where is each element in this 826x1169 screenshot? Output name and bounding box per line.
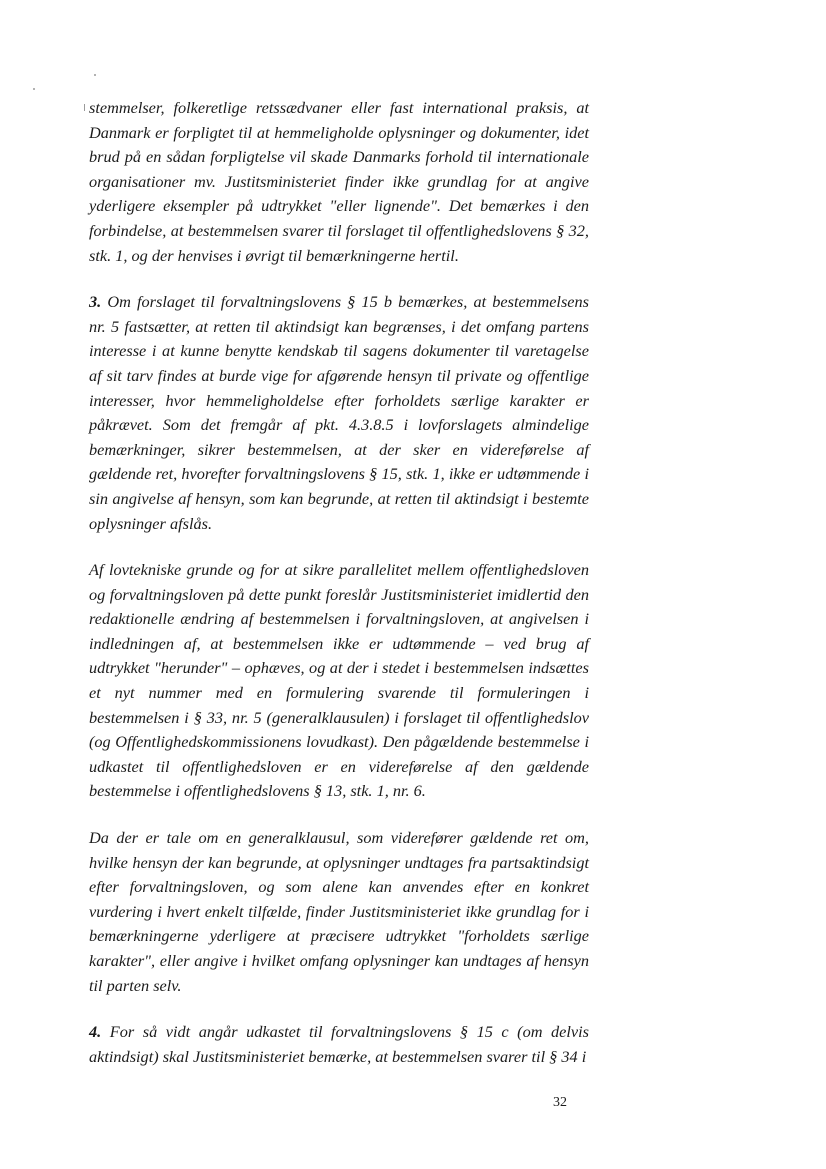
paragraph-section-3 [89,290,589,536]
scan-speck [84,104,85,111]
paragraph-section-4 [89,1020,589,1069]
paragraph-lovtekniske [89,558,589,804]
scan-speck [94,74,96,76]
paragraph-generalklausul [89,826,589,998]
paragraph-text: Af lovtekniske grunde og for at sikre parallelitet mellem offentlighedsloven og forvaltningsloven på dette punkt foreslår Justitsministeriet imidlertid den redaktionelle ændring af bestemmelsen i forvaltningsloven, at angivelsen i indledningen af, at bestemmelsen ikke er udtømmende – ved brug af udtrykket "herunder" – ophæves, og at der i stedet i bestemmelsen indsættes et nyt nummer med en formulering svarende til formuleringen i bestemmelsen i § 33, nr. 5 (generalklausulen) i forslaget til offentlighedslov (og Offentlighedskommissionens lovudkast). Den pågældende bestemmelse i udkastet til offentlighedsloven er en videreførelse af den gældende bestemmelse i offentlighedslovens § 13, stk. 1, nr. 6. [89,560,589,801]
paragraph-continuation [89,96,589,268]
paragraph-text: For så vidt angår udkastet til forvaltningslovens § 15 c (om delvis aktindsigt) skal Justitsministeriet bemærke, at bestemmelsen svarer til § 34 i [89,1022,589,1066]
paragraph-text: Da der er tale om en generalklausul, som viderefører gældende ret om, hvilke hensyn der kan begrunde, at oplysninger undtages fra partsaktindsigt efter forvaltningsloven, og som alene kan anvendes efter en konkret vurdering i hvert enkelt tilfælde, finder Justitsministeriet ikke grundlag for i bemærkningerne yderligere at præcisere udtrykket "forholdets særlige karakter", eller angive i hvilket omfang oplysninger kan undtages af hensyn til parten selv. [89,828,589,995]
section-number: 4. [89,1022,102,1042]
paragraph-text: Om forslaget til forvaltningslovens § 15 b bemærkes, at bestemmelsens nr. 5 fastsætter, at retten til aktindsigt kan begrænses, i det omfang partens interesse i at kunne benytte kendskab til sagens dokumenter til varetagelse af sit tarv findes at burde vige for afgørende hensyn til private og offentlige interesser, hvor hemmeligholdelse efter forholdets særlige karakter er påkrævet. Som det fremgår af pkt. 4.3.8.5 i lovforslagets almindelige bemærkninger, sikrer bestemmelsen, at der sker en videreførelse af gældende ret, hvorefter forvaltningslovens § 15, stk. 1, ikke er udtømmende i sin angivelse af hensyn, som kan begrunde, at retten til aktindsigt i bestemte oplysninger afslås. [89,292,589,533]
body-text [89,96,589,1069]
paragraph-text: stemmelser, folkeretlige retssædvaner eller fast international praksis, at Danmark er forpligtet til at hemmeligholde oplysninger og dokumenter, idet brud på en sådan forpligtelse vil skade Danmarks forhold til internationale organisationer mv. Justitsministeriet finder ikke grundlag for at angive yderligere eksempler på udtrykket "eller lignende". Det bemærkes i den forbindelse, at bestemmelsen svarer til forslaget til offentlighedslovens § 32, stk. 1, og der henvises i øvrigt til bemærkningerne hertil. [89,98,589,265]
page-number: 32 [553,1095,567,1110]
scan-speck [33,88,35,90]
section-number: 3. [89,292,102,312]
